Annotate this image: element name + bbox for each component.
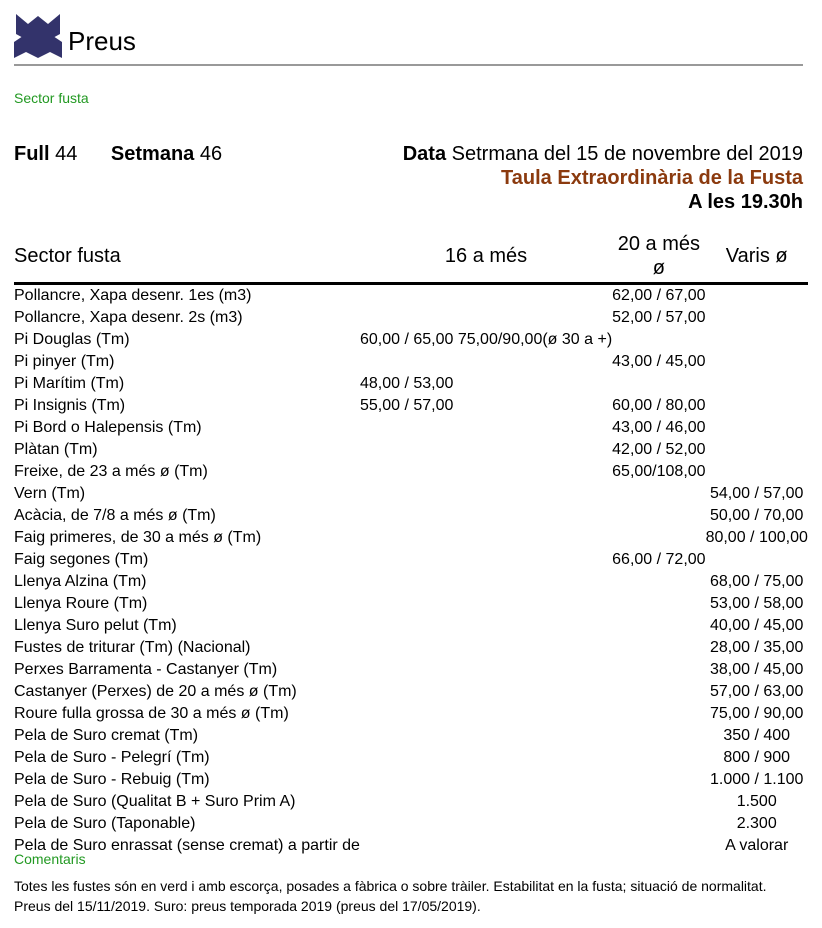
price-varis: 40,00 / 45,00 <box>710 617 804 634</box>
price-16 <box>360 681 612 703</box>
table-header-row <box>14 232 808 284</box>
price-varis <box>706 439 808 461</box>
price-20: 66,00 / 72,00 <box>612 551 706 568</box>
product-name: Pi Bord o Halepensis (Tm) <box>14 419 202 436</box>
product-name: Pela de Suro (Taponable) <box>14 815 196 832</box>
price-16: 60,00 / 65,00 75,00/90,00(ø 30 a +) <box>359 331 613 348</box>
price-varis: 38,00 / 45,00 <box>710 661 804 678</box>
price-20: 65,00/108,00 <box>612 463 706 480</box>
price-16 <box>360 549 612 571</box>
price-20 <box>612 769 705 791</box>
price-16 <box>360 637 612 659</box>
price-20 <box>612 615 705 637</box>
price-20: 43,00 / 45,00 <box>612 353 706 370</box>
product-name: Castanyer (Perxes) de 20 a més ø (Tm) <box>14 683 297 700</box>
price-16 <box>360 703 612 725</box>
price-16 <box>360 747 612 769</box>
price-20 <box>612 681 705 703</box>
section-label: Sector fusta <box>14 90 89 106</box>
product-name: Llenya Alzina (Tm) <box>14 573 147 590</box>
price-varis: 1.500 <box>736 793 777 810</box>
price-20: 43,00 / 46,00 <box>612 419 706 436</box>
price-varis: 28,00 / 35,00 <box>710 639 804 656</box>
product-name: Pela de Suro - Rebuig (Tm) <box>14 771 210 788</box>
table-row <box>14 813 808 835</box>
price-varis <box>706 307 808 329</box>
price-varis <box>706 351 808 373</box>
setmana-value: 46 <box>199 143 223 165</box>
page-title: Preus <box>68 26 136 56</box>
hour: A les 19.30h <box>688 191 803 213</box>
price-16 <box>360 791 612 813</box>
price-16 <box>360 571 612 593</box>
product-name: Llenya Roure (Tm) <box>14 595 148 612</box>
price-20 <box>612 593 705 615</box>
table-row <box>14 307 808 329</box>
special-title: Taula Extraordinària de la Fusta <box>501 167 803 189</box>
price-20 <box>612 527 705 549</box>
product-name: Pollancre, Xapa desenr. 2s (m3) <box>14 309 243 326</box>
table-row <box>14 351 808 373</box>
product-name: Pela de Suro - Pelegrí (Tm) <box>14 749 210 766</box>
price-16 <box>360 769 612 791</box>
price-16 <box>360 725 612 747</box>
price-16 <box>360 284 612 308</box>
col-header-16: 16 a més <box>360 232 612 284</box>
price-16 <box>360 505 612 527</box>
price-varis <box>706 329 808 351</box>
table-row <box>14 505 808 527</box>
price-varis <box>706 395 808 417</box>
product-name: Roure fulla grossa de 30 a més ø (Tm) <box>14 705 289 722</box>
price-varis <box>706 549 808 571</box>
table-row <box>14 637 808 659</box>
full-info <box>14 143 77 165</box>
price-varis: A valorar <box>725 837 789 854</box>
price-16 <box>360 813 612 835</box>
table-row <box>14 483 808 505</box>
price-20 <box>612 637 705 659</box>
table-row <box>14 593 808 615</box>
product-name: Freixe, de 23 a més ø (Tm) <box>14 463 208 480</box>
product-name: Pi Douglas (Tm) <box>14 331 130 348</box>
date-value: Setrmana del 15 de novembre del 2019 <box>451 143 803 165</box>
table-row <box>14 747 808 769</box>
table-row <box>14 659 808 681</box>
product-name: Pi pinyer (Tm) <box>14 353 115 370</box>
price-20 <box>612 747 705 769</box>
price-varis <box>706 373 808 395</box>
price-varis: 80,00 / 100,00 <box>705 529 808 546</box>
price-20 <box>612 329 705 351</box>
price-varis: 2.300 <box>736 815 777 832</box>
product-name: Faig segones (Tm) <box>14 551 149 568</box>
price-20: 52,00 / 57,00 <box>612 309 706 326</box>
product-name: Fustes de triturar (Tm) (Nacional) <box>14 639 251 656</box>
price-16 <box>360 835 612 857</box>
price-20 <box>612 373 705 395</box>
table-row <box>14 835 808 857</box>
price-16 <box>360 461 612 483</box>
price-varis: 75,00 / 90,00 <box>710 705 804 722</box>
table-row <box>14 527 808 549</box>
price-20 <box>612 659 705 681</box>
price-16 <box>360 659 612 681</box>
price-varis: 350 / 400 <box>723 727 791 744</box>
price-table <box>14 232 808 857</box>
product-name: Vern (Tm) <box>14 485 86 502</box>
date-label: Data <box>402 143 447 165</box>
table-row <box>14 571 808 593</box>
price-varis <box>706 461 808 483</box>
product-name: Pi Insignis (Tm) <box>14 397 126 414</box>
col-header-varis: Varis ø <box>706 232 808 284</box>
price-20 <box>612 813 705 835</box>
table-row <box>14 417 808 439</box>
logo-chevrons-icon <box>14 12 62 60</box>
price-20 <box>612 725 705 747</box>
page-header <box>14 12 803 66</box>
table-row <box>14 549 808 571</box>
table-row <box>14 681 808 703</box>
price-varis: 50,00 / 70,00 <box>710 507 804 524</box>
price-varis <box>706 417 808 439</box>
price-16 <box>360 307 612 329</box>
table-row <box>14 703 808 725</box>
date-info <box>403 142 803 166</box>
price-varis: 53,00 / 58,00 <box>710 595 804 612</box>
product-name: Acàcia, de 7/8 a més ø (Tm) <box>14 507 216 524</box>
price-16 <box>360 615 612 637</box>
product-name: Pi Marítim (Tm) <box>14 375 125 392</box>
price-16 <box>360 417 612 439</box>
price-20 <box>612 703 705 725</box>
price-20 <box>612 483 705 505</box>
product-name: Plàtan (Tm) <box>14 441 98 458</box>
price-16 <box>360 527 612 549</box>
product-name: Pela de Suro cremat (Tm) <box>14 727 199 744</box>
price-20 <box>612 571 705 593</box>
table-row <box>14 439 808 461</box>
table-row <box>14 395 808 417</box>
price-16: 55,00 / 57,00 <box>359 397 454 414</box>
price-20 <box>612 835 705 857</box>
full-label: Full <box>14 143 50 165</box>
price-varis <box>706 284 808 308</box>
table-row <box>14 284 808 308</box>
setmana-label: Setmana <box>110 143 195 165</box>
price-16 <box>360 483 612 505</box>
product-name: Perxes Barramenta - Castanyer (Tm) <box>14 661 278 678</box>
price-20: 42,00 / 52,00 <box>612 441 706 458</box>
price-varis: 68,00 / 75,00 <box>710 573 804 590</box>
table-row <box>14 769 808 791</box>
price-16 <box>360 439 612 461</box>
price-20 <box>612 505 705 527</box>
table-row <box>14 329 808 351</box>
table-row <box>14 461 808 483</box>
price-varis: 1.000 / 1.100 <box>710 771 804 788</box>
product-name: Pela de Suro enrassat (sense cremat) a partir de <box>14 837 360 854</box>
col-header-20: 20 a més ø <box>612 232 705 284</box>
table-row <box>14 373 808 395</box>
price-16 <box>360 351 612 373</box>
full-value: 44 <box>55 143 78 165</box>
price-20 <box>612 791 705 813</box>
price-varis: 800 / 900 <box>723 749 791 766</box>
price-20: 62,00 / 67,00 <box>612 287 706 304</box>
setmana-info <box>111 143 222 165</box>
comments-label: Comentaris <box>14 851 86 867</box>
price-16: 48,00 / 53,00 <box>359 375 454 392</box>
price-varis: 57,00 / 63,00 <box>710 683 804 700</box>
product-name: Pollancre, Xapa desenr. 1es (m3) <box>14 287 252 304</box>
product-name: Pela de Suro (Qualitat B + Suro Prim A) <box>14 793 296 810</box>
price-20: 60,00 / 80,00 <box>612 397 706 414</box>
col-header-name: Sector fusta <box>14 232 360 284</box>
table-row <box>14 725 808 747</box>
price-16 <box>360 593 612 615</box>
table-row <box>14 615 808 637</box>
product-name: Llenya Suro pelut (Tm) <box>14 617 177 634</box>
comments-text: Totes les fustes són en verd i amb escorça, posades a fàbrica o sobre tràiler. Estabilitat en la fusta; situació de normalitat. Preus del 15/11/2019. Suro: preus temporada 2019 (preus del 17/05/2019). <box>14 878 767 914</box>
product-name: Faig primeres, de 30 a més ø (Tm) <box>14 529 262 546</box>
price-varis: 54,00 / 57,00 <box>710 485 804 502</box>
table-row <box>14 791 808 813</box>
